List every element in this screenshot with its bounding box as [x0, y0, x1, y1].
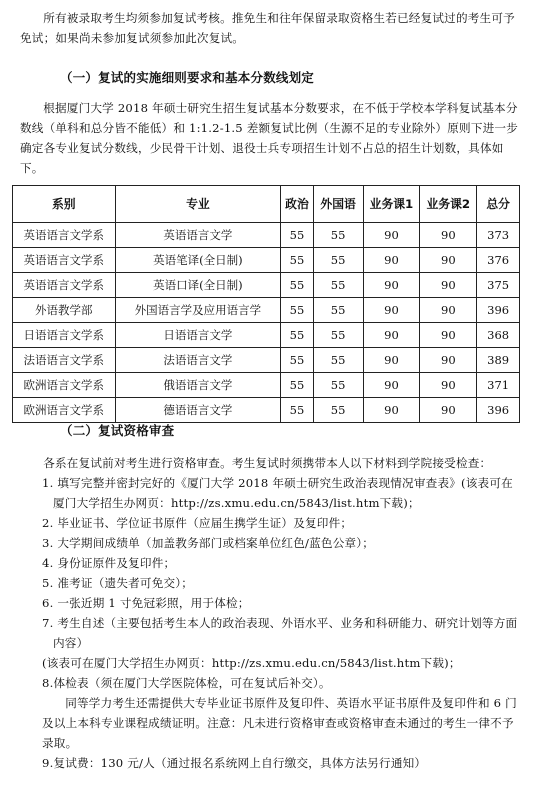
cell-politics: 55: [281, 348, 314, 373]
cell-politics: 55: [281, 273, 314, 298]
cell-department: 英语语言文学系: [13, 248, 116, 273]
item-7-note: (该表可在厦门大学招生办网页：http://zs.xmu.edu.cn/5843/list.htm下载)；: [42, 656, 461, 670]
table-row: [13, 223, 520, 248]
cell-subject-1: 90: [363, 298, 420, 323]
cell-subject-1: 90: [363, 348, 420, 373]
cell-department: 英语语言文学系: [13, 273, 116, 298]
cell-department: 法语语言文学系: [13, 348, 116, 373]
cell-politics: 55: [281, 398, 314, 423]
item-8: 8.体检表（须在厦门大学医院体检，可在复试后补交）。: [42, 676, 331, 690]
header-department: 系别: [13, 186, 116, 223]
cell-politics: 55: [281, 323, 314, 348]
cell-subject-1: 90: [363, 373, 420, 398]
list-item: 7. 考生自述（主要包括考生本人的政治表现、外语水平、业务和科研能力、研究计划等方面内容）: [42, 616, 518, 650]
cell-major: 德语语言文学: [115, 398, 281, 423]
cell-subject-2: 90: [420, 373, 477, 398]
cell-department: 外语教学部: [13, 298, 116, 323]
header-subject-1: 业务课1: [363, 186, 420, 223]
cell-subject-2: 90: [420, 273, 477, 298]
cell-subject-2: 90: [420, 248, 477, 273]
list-item: 3. 大学期间成绩单（加盖教务部门或档案单位红色/蓝色公章）；: [42, 536, 375, 550]
cell-major: 英语口译(全日制): [115, 273, 281, 298]
cell-total: 389: [477, 348, 520, 373]
cell-subject-1: 90: [363, 398, 420, 423]
cell-subject-2: 90: [420, 223, 477, 248]
cell-foreign-language: 55: [313, 373, 363, 398]
cell-foreign-language: 55: [313, 398, 363, 423]
cell-politics: 55: [281, 373, 314, 398]
cell-major: 俄语语言文学: [115, 373, 281, 398]
cell-total: 396: [477, 398, 520, 423]
cell-politics: 55: [281, 298, 314, 323]
header-subject-2: 业务课2: [420, 186, 477, 223]
cell-major: 英语语言文学: [115, 223, 281, 248]
cell-total: 376: [477, 248, 520, 273]
table-row: [13, 248, 520, 273]
equivalent-education-note: 同等学力考生还需提供大专毕业证书原件及复印件、英语水平证书原件及复印件和 6 门及以上本科专业课程成绩证明。注意：凡未进行资格审查或资格审查未通过的考生一律不予录取。: [42, 696, 517, 750]
header-foreign-language: 外国语: [313, 186, 363, 223]
cell-department: 欧洲语言文学系: [13, 398, 116, 423]
cell-subject-1: 90: [363, 248, 420, 273]
cell-foreign-language: 55: [313, 323, 363, 348]
table-row: [13, 273, 520, 298]
item-9: 9.复试费：130 元/人（通过报名系统网上自行缴交，具体方法另行通知）: [42, 756, 427, 770]
table-row: [13, 373, 520, 398]
cell-politics: 55: [281, 248, 314, 273]
cell-foreign-language: 55: [313, 223, 363, 248]
list-item: 6. 一张近期 1 寸免冠彩照，用于体检；: [42, 596, 250, 610]
cell-total: 396: [477, 298, 520, 323]
table-row: [13, 298, 520, 323]
table-row: [13, 348, 520, 373]
cell-subject-2: 90: [420, 323, 477, 348]
section-2-heading: （二）复试资格审查: [60, 423, 175, 438]
cell-subject-1: 90: [363, 323, 420, 348]
cell-foreign-language: 55: [313, 248, 363, 273]
cell-foreign-language: 55: [313, 273, 363, 298]
list-item: 1. 填写完整并密封完好的《厦门大学 2018 年硕士研究生政治表现情况审查表》(该表可在厦门大学招生办网页：http://zs.xmu.edu.cn/5843/list.htm下载)；: [42, 476, 513, 510]
header-major: 专业: [115, 186, 281, 223]
table-row: [13, 323, 520, 348]
cell-major: 外国语言学及应用语言学: [115, 298, 281, 323]
cell-politics: 55: [281, 223, 314, 248]
cell-total: 368: [477, 323, 520, 348]
cell-subject-1: 90: [363, 273, 420, 298]
cell-total: 371: [477, 373, 520, 398]
section-2-body: [20, 453, 520, 773]
score-table: [12, 185, 520, 423]
cell-subject-2: 90: [420, 348, 477, 373]
intro-paragraph: 所有被录取考生均须参加复试考核。推免生和往年保留录取资格生若已经复试过的考生可予免试；如果尚未参加复试须参加此次复试。: [20, 11, 515, 45]
list-item: 2. 毕业证书、学位证书原件（应届生携学生证）及复印件；: [42, 516, 353, 530]
header-politics: 政治: [281, 186, 314, 223]
cell-department: 欧洲语言文学系: [13, 373, 116, 398]
cell-total: 375: [477, 273, 520, 298]
cell-subject-1: 90: [363, 223, 420, 248]
section-2-intro: 各系在复试前对考生进行资格审查。考生复试时须携带本人以下材料到学院接受检查：: [43, 456, 492, 470]
cell-foreign-language: 55: [313, 298, 363, 323]
header-total: 总分: [477, 186, 520, 223]
cell-major: 英语笔译(全日制): [115, 248, 281, 273]
section-1-paragraph: 根据厦门大学 2018 年硕士研究生招生复试基本分数要求，在不低于学校本学科复试基本分数线（单科和总分皆不能低）和 1:1.2-1.5 差额复试比例（生源不足的专业除外）原则下进一步确定各专业复试分数线，少民骨干计划、退役士兵专项招生计划不占总的招生计划数，具体如下。: [20, 101, 519, 175]
cell-total: 373: [477, 223, 520, 248]
cell-major: 法语语言文学: [115, 348, 281, 373]
cell-department: 英语语言文学系: [13, 223, 116, 248]
cell-department: 日语语言文学系: [13, 323, 116, 348]
table-row: [13, 398, 520, 423]
section-1-heading: （一）复试的实施细则要求和基本分数线划定: [60, 70, 315, 85]
table-header-row: [13, 186, 520, 223]
cell-subject-2: 90: [420, 398, 477, 423]
list-item: 5. 准考证（遗失者可免交）；: [42, 576, 194, 590]
cell-foreign-language: 55: [313, 348, 363, 373]
cell-major: 日语语言文学: [115, 323, 281, 348]
list-item: 4. 身份证原件及复印件；: [42, 556, 176, 570]
cell-subject-2: 90: [420, 298, 477, 323]
